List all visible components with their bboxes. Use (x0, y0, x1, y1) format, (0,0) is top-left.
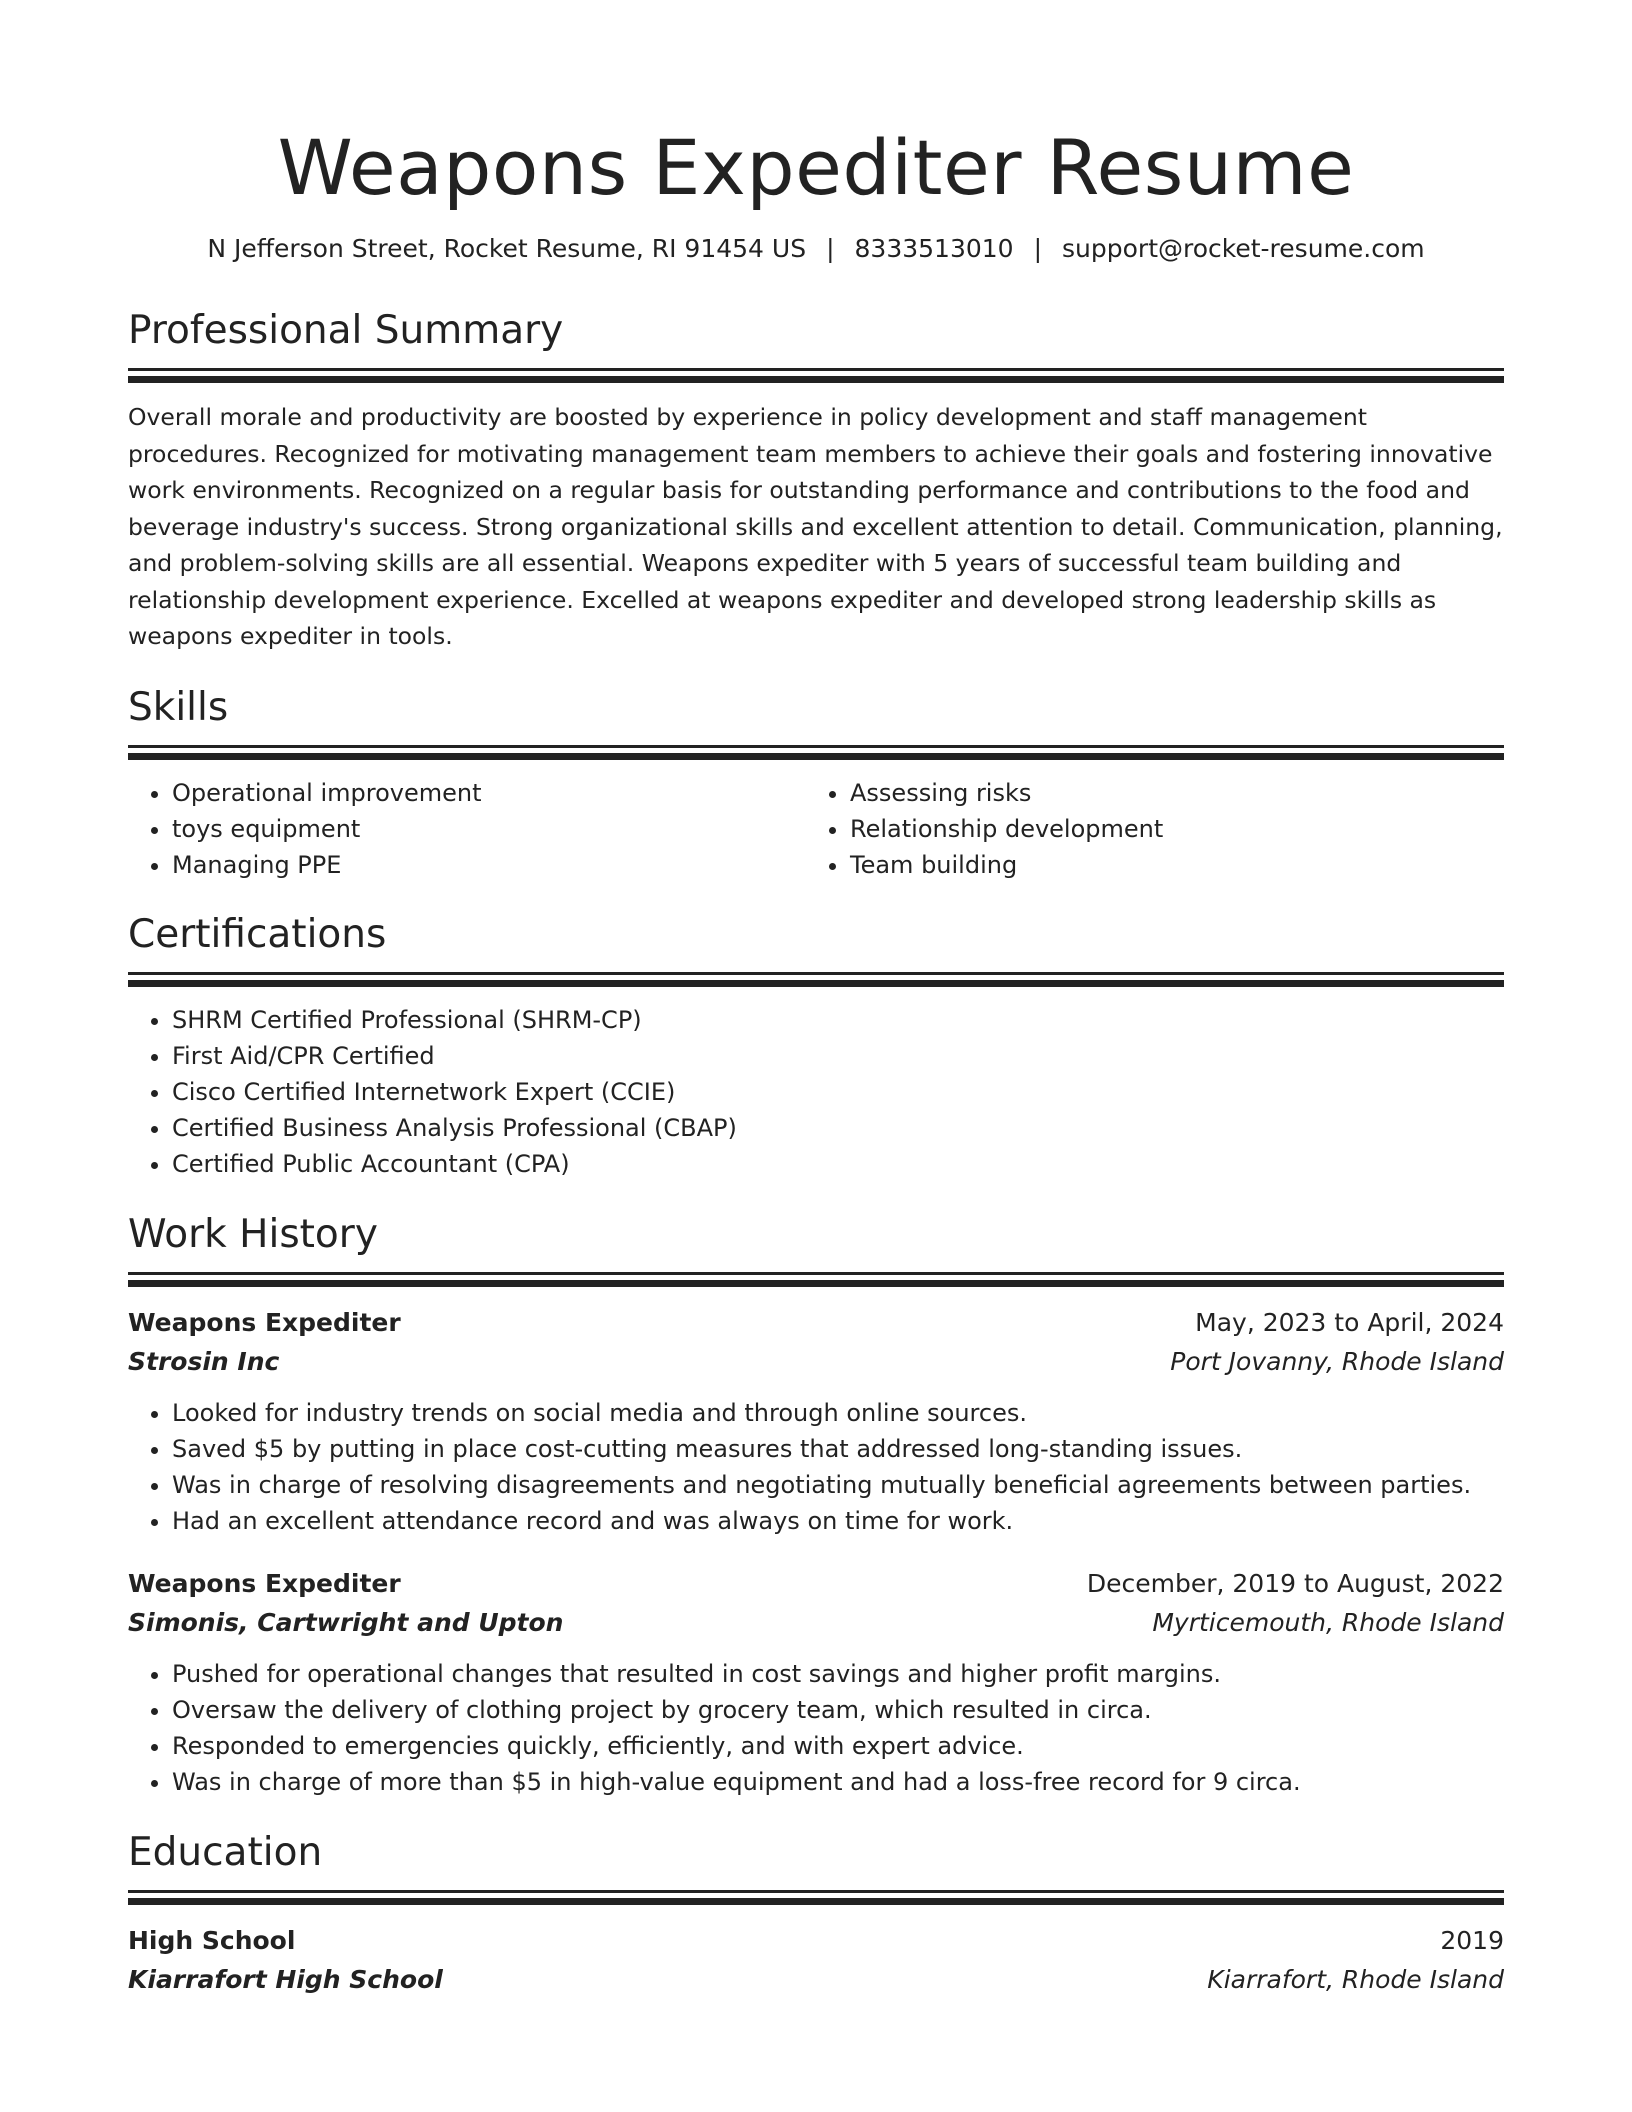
education-heading: Education (128, 1829, 323, 1875)
skill-item: • toys equipment (172, 811, 806, 847)
certifications-section (128, 910, 1504, 1182)
certification-item: • Cisco Certified Internetwork Expert (CCIE) (172, 1074, 1504, 1110)
skill-item: • Operational improvement (172, 775, 806, 811)
skills-heading: Skills (128, 684, 229, 730)
summary-section (128, 306, 1504, 655)
resume-page (128, 0, 1504, 2000)
job-bullet: • Was in charge of more than $5 in high-value equipment and had a loss-free record for 9 circa. (172, 1764, 1504, 1800)
job-bullets (128, 1656, 1504, 1800)
job-header (128, 1304, 1504, 1342)
education-section (128, 1828, 1504, 2000)
certification-item: • First Aid/CPR Certified (172, 1038, 1504, 1074)
job-entry (128, 1565, 1504, 1800)
section-divider (128, 368, 1504, 371)
resume-title: Weapons Expediter Resume (277, 123, 1355, 212)
contact-address: N Jefferson Street, Rocket Resume, RI 91454 US (207, 234, 807, 263)
section-divider (128, 745, 1504, 748)
section-divider (128, 972, 1504, 975)
certifications-list (128, 1002, 1504, 1182)
skills-section (128, 683, 1504, 883)
section-divider (128, 1898, 1504, 1905)
job-company: Strosin Inc (128, 1346, 280, 1376)
education-subheader (128, 1960, 1504, 2000)
job-title: Weapons Expediter (128, 1568, 401, 1598)
job-location: Myrticemouth, Rhode Island (1152, 1607, 1504, 1637)
summary-text: Overall morale and productivity are boosted by experience in policy development and staff management procedures. Recognized for motivating management team members to achieve their goals and fostering innovative work environments. Recognized on a regular basis for outstanding performance and contributions to the food and beverage industry's success. Strong organizational skills and excellent attention to detail. Communication, planning, and problem-solving skills are all essential. Weapons expediter with 5 years of successful team building and relationship development experience. Excelled at weapons expediter and developed strong leadership skills as weapons expediter in tools. (128, 403, 1503, 650)
job-subheader (128, 1342, 1504, 1382)
job-bullet: • Saved $5 by putting in place cost-cutting measures that addressed long-standing issues. (172, 1431, 1504, 1467)
job-entry (128, 1304, 1504, 1539)
job-bullets (128, 1395, 1504, 1539)
job-location: Port Jovanny, Rhode Island (1170, 1346, 1504, 1376)
job-bullet: • Had an excellent attendance record and was always on time for work. (172, 1503, 1504, 1539)
job-header (128, 1565, 1504, 1603)
section-divider (128, 753, 1504, 760)
contact-separator: | (1033, 234, 1043, 263)
job-dates: December, 2019 to August, 2022 (1086, 1568, 1504, 1598)
section-divider (128, 1280, 1504, 1287)
work-history-section (128, 1210, 1504, 1800)
job-bullet: • Oversaw the delivery of clothing project by grocery team, which resulted in circa. (172, 1692, 1504, 1728)
section-divider (128, 1890, 1504, 1893)
contact-separator: | (826, 234, 835, 263)
job-company: Simonis, Cartwright and Upton (128, 1607, 564, 1637)
certification-item: • Certified Public Accountant (CPA) (172, 1146, 1504, 1182)
contact-email: support@rocket-resume.com (1062, 234, 1425, 263)
certification-item: • Certified Business Analysis Professional (CBAP) (172, 1110, 1504, 1146)
education-degree: High School (128, 1925, 296, 1955)
skill-item: • Relationship development (850, 811, 1484, 847)
certification-item: • SHRM Certified Professional (SHRM-CP) (172, 1002, 1504, 1038)
skills-left-list (128, 775, 806, 883)
job-bullet: • Was in charge of resolving disagreements and negotiating mutually beneficial agreements between parties. (172, 1467, 1504, 1503)
skill-item: • Managing PPE (172, 847, 806, 883)
education-header (128, 1922, 1504, 1960)
contact-line (128, 232, 1504, 266)
certifications-heading: Certifications (128, 911, 387, 957)
job-bullet: • Looked for industry trends on social media and through online sources. (172, 1395, 1504, 1431)
skills-right-list (806, 775, 1484, 883)
job-bullet: • Pushed for operational changes that resulted in cost savings and higher profit margins. (172, 1656, 1504, 1692)
education-year: 2019 (1440, 1925, 1504, 1955)
education-school: Kiarrafort High School (128, 1964, 443, 1994)
skill-item: • Assessing risks (850, 775, 1484, 811)
summary-heading: Professional Summary (128, 308, 564, 353)
education-location: Kiarrafort, Rhode Island (1207, 1964, 1504, 1994)
job-dates: May, 2023 to April, 2024 (1195, 1307, 1504, 1337)
education-entry (128, 1922, 1504, 2000)
job-title: Weapons Expediter (128, 1307, 401, 1337)
section-divider (128, 1272, 1504, 1275)
job-subheader (128, 1603, 1504, 1643)
work-history-heading: Work History (128, 1211, 378, 1257)
job-bullet: • Responded to emergencies quickly, efficiently, and with expert advice. (172, 1728, 1504, 1764)
skills-columns (128, 775, 1504, 883)
contact-phone: 8333513010 (854, 234, 1014, 263)
skill-item: • Team building (850, 847, 1484, 883)
section-divider (128, 376, 1504, 383)
section-divider (128, 980, 1504, 987)
